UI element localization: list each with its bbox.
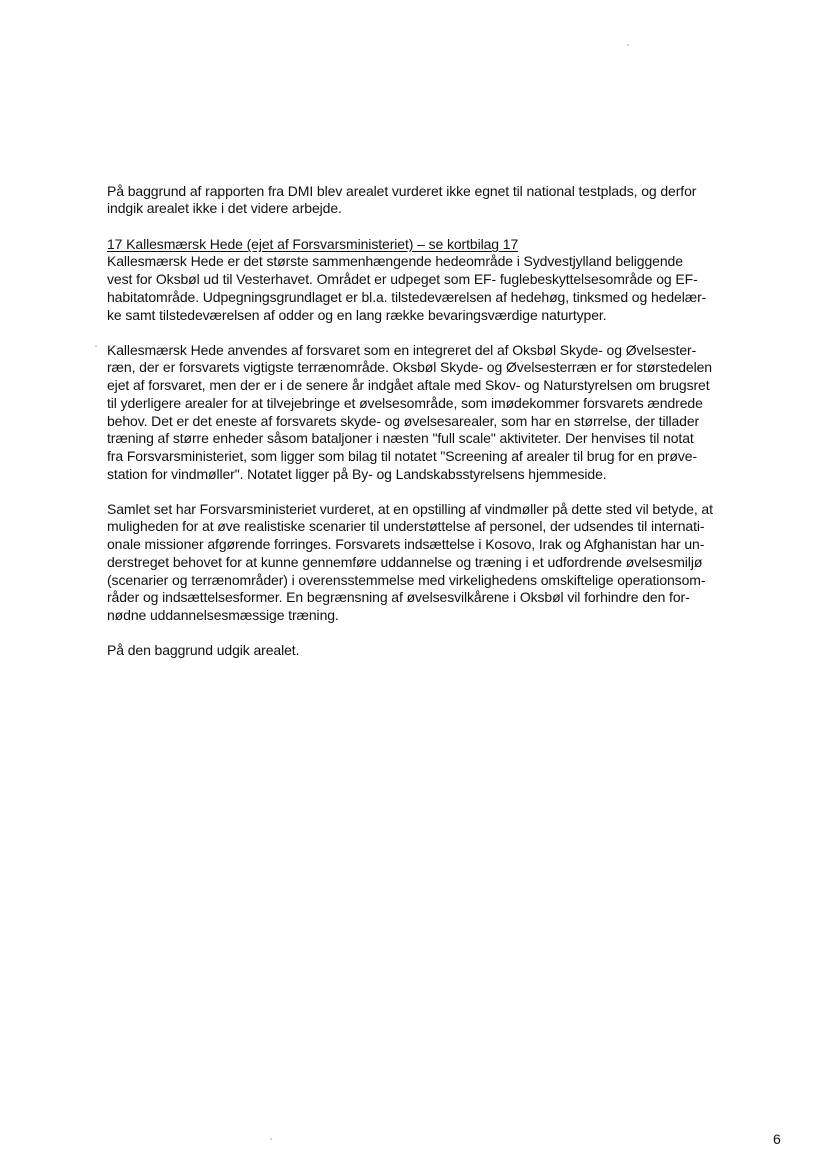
text-line: Samlet set har Forsvarsministeriet vurderet, at en opstilling af vindmøller på dette sted vil betyde, at [107, 501, 713, 517]
page-number: 6 [773, 1131, 781, 1147]
text-line: muligheden for at øve realistiske scenarier til understøttelse af personel, der udsendes til internati- [107, 518, 705, 534]
scan-speck [627, 44, 629, 46]
text-line: ræn, der er forsvarets vigtigste terrænområde. Oksbøl Skyde- og Øvelsesterræn er for størstedelen [107, 359, 712, 375]
text-line: ke samt tilstedeværelsen af odder og en lang række bevaringsværdige naturtyper. [107, 307, 607, 323]
section-heading: 17 Kallesmærsk Hede (ejet af Forsvarsministeriet) – se kortbilag 17 [107, 236, 519, 252]
text-line: nødne uddannelsesmæssige træning. [107, 607, 339, 623]
text-line: behov. Det er det eneste af forsvarets skyde- og øvelsesarealer, som har en størrelse, der tillader [107, 413, 700, 429]
text-line: Kallesmærsk Hede er det største sammenhængende hedeområde i Sydvestjylland beliggende [107, 253, 683, 269]
text-line: vest for Oksbøl ud til Vesterhavet. Området er udpeget som EF- fuglebeskyttelsesområde og EF- [107, 271, 698, 287]
text-line: ejet af forsvaret, men der er i de senere år indgået aftale med Skov- og Naturstyrelsen om brugsret [107, 377, 710, 393]
text-line: (scenarier og terrænområder) i overensstemmelse med virkelighedens omskiftelige operationsom- [107, 572, 706, 588]
text-line: habitatområde. Udpegningsgrundlaget er bl.a. tilstedeværelsen af hedehøg, tinksmed og hedelær- [107, 289, 707, 305]
text-line: træning af større enheder såsom bataljoner i næsten "full scale" aktiviteter. Der henvises til notat [107, 430, 694, 446]
text-line: fra Forsvarsministeriet, som ligger som bilag til notatet "Screening af arealer til brug for en prøve- [107, 448, 698, 464]
text-line: På baggrund af rapporten fra DMI blev arealet vurderet ikke egnet til national testplads, og derfor [107, 183, 697, 199]
text-line: Kallesmærsk Hede anvendes af forsvaret som en integreret del af Oksbøl Skyde- og Øvelsester- [107, 342, 697, 358]
text-line: indgik arealet ikke i det videre arbejde. [107, 200, 342, 216]
text-line: råder og indsættelsesformer. En begrænsning af øvelsesvilkårene i Oksbøl vil forhindre den for- [107, 589, 690, 605]
scan-speck [270, 1138, 272, 1140]
text-line: På den baggrund udgik arealet. [107, 642, 300, 658]
text-line: til yderligere arealer for at tilvejebringe et øvelsesområde, som imødekommer forsvarets ændrede [107, 395, 703, 411]
text-line: onale missioner afgørende forringes. Forsvarets indsættelse i Kosovo, Irak og Afghanistan har un- [107, 536, 705, 552]
text-line: station for vindmøller". Notatet ligger på By- og Landskabsstyrelsens hjemmeside. [107, 466, 607, 482]
scan-speck [95, 345, 97, 347]
text-line: derstreget behovet for at kunne gennemføre uddannelse og træning i et udfordrende øvelsesmiljø [107, 554, 703, 570]
